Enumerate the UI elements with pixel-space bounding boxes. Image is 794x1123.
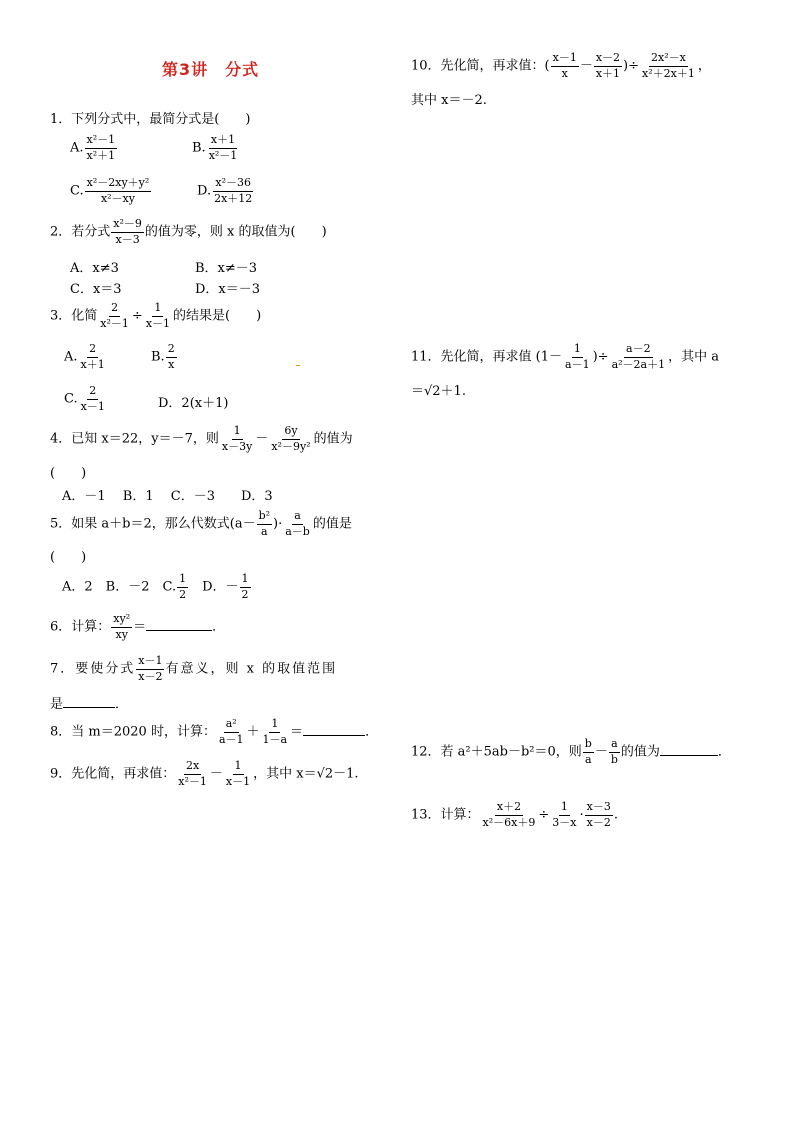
numerator: x－1 [136, 655, 164, 670]
stem-text: 4．已知 x＝22，y＝－7，则 [50, 431, 219, 447]
fraction [79, 385, 107, 413]
fraction [240, 573, 251, 601]
stem-text: ． [717, 744, 731, 760]
stem-text: 的值为 [620, 744, 660, 760]
option-label: C. [70, 183, 84, 199]
denominator: x²－1 [208, 148, 238, 162]
denominator: x－3y [221, 439, 253, 453]
question-4-answer-paren: ( ) [50, 466, 87, 481]
operator: ÷ [131, 308, 143, 324]
fraction [166, 343, 177, 371]
numerator: 2 [87, 385, 98, 400]
numerator: b [583, 738, 594, 753]
stem-text: ． [365, 724, 379, 740]
question-7-line-2 [50, 695, 128, 711]
denominator: a－b [285, 524, 310, 538]
stem-text: ． [212, 619, 226, 635]
fraction [481, 801, 538, 829]
option-text: D．－ [189, 579, 239, 595]
operator: － [255, 431, 269, 447]
question-3-option-c [64, 385, 108, 413]
operator: ÷ [538, 807, 550, 823]
denominator: x²－xy [100, 191, 135, 205]
denominator: x²－9y² [271, 439, 311, 453]
fraction [224, 760, 252, 788]
denominator: x－2 [138, 669, 163, 683]
denominator: a²－2a＋1 [611, 357, 666, 371]
stem-text: ，其中 a [668, 349, 719, 365]
denominator: 2x＋12 [214, 191, 253, 205]
option-label: C. [64, 391, 78, 407]
answer-blank[interactable] [660, 743, 718, 756]
stem-text: 是 [50, 697, 64, 712]
question-11-line-2: ＝√2＋1. [411, 384, 466, 399]
denominator: a－1 [218, 732, 244, 746]
operator: － [594, 744, 608, 760]
numerator: a [609, 738, 620, 753]
numerator: x－2 [594, 52, 622, 67]
denominator: 2 [179, 587, 187, 601]
fraction [79, 343, 107, 371]
stem-text: 的结果是( ) [173, 308, 262, 324]
numerator: a² [224, 718, 239, 733]
fraction [136, 655, 164, 683]
question-3-stem [50, 302, 261, 330]
operator: · [579, 807, 584, 823]
fraction [176, 760, 209, 788]
denominator: x－2 [586, 815, 611, 829]
fraction [111, 218, 144, 246]
question-10-line-2: 其中 x＝－2. [411, 93, 487, 108]
denominator: x－3 [115, 232, 140, 246]
operator: ＋ [246, 724, 260, 740]
fraction [609, 738, 620, 766]
fraction [269, 425, 312, 453]
page-title: 第3讲 分式 [162, 60, 260, 79]
fraction [283, 510, 312, 538]
numerator: a [292, 510, 303, 525]
fraction [610, 343, 668, 371]
numerator: xy² [111, 613, 132, 628]
fraction [144, 302, 172, 330]
stem-text: 13．计算： [411, 807, 480, 823]
fraction [212, 177, 254, 205]
denominator: x＋1 [595, 66, 621, 80]
fraction [111, 613, 132, 641]
question-4-stem [50, 425, 353, 453]
denominator: x [168, 357, 175, 371]
stem-text: ． [115, 697, 129, 712]
numerator: a－2 [624, 343, 653, 358]
numerator: x²－1 [85, 134, 118, 149]
denominator: x²＋2x＋1 [642, 66, 695, 80]
stem-text: ，其中 x＝√2－1. [253, 766, 359, 782]
numerator: 2 [109, 302, 120, 317]
numerator: 1 [233, 760, 244, 775]
numerator: x＋2 [495, 801, 523, 816]
answer-blank[interactable] [303, 723, 365, 736]
operator: － [209, 766, 223, 782]
numerator: b² [257, 510, 272, 525]
decorative-mark [296, 365, 300, 366]
question-7-stem [50, 655, 337, 683]
denominator: 3－x [552, 815, 577, 829]
question-1-option-c [70, 177, 152, 205]
stem-text: 11．先化简，再求值 (1－ [411, 349, 563, 365]
stem-text: . [613, 807, 618, 823]
stem-text: 10．先化简，再求值：( [411, 58, 550, 74]
numerator: 2x²－x [649, 52, 688, 67]
question-6-stem [50, 613, 225, 641]
stem-text: 3．化简 [50, 308, 98, 324]
denominator: xy [115, 627, 128, 641]
question-5-answer-paren: ( ) [50, 550, 87, 565]
fraction [551, 52, 579, 80]
denominator: x [561, 66, 568, 80]
numerator: 1 [269, 718, 280, 733]
numerator: x²－36 [213, 177, 253, 192]
question-1-option-b [192, 134, 240, 162]
denominator: a [585, 752, 592, 766]
stem-text: 7．要使分式 [50, 661, 136, 677]
denominator: a [261, 524, 268, 538]
numerator: 1 [559, 801, 570, 816]
numerator: 1 [572, 343, 583, 358]
stem-text: ， [697, 58, 711, 74]
stem-text: 9．先化简，再求值： [50, 766, 176, 782]
option-label: A. [64, 349, 78, 365]
denominator: 1－a [262, 732, 288, 746]
fraction [261, 718, 290, 746]
numerator: 1 [240, 573, 251, 588]
question-4-options: A．－1 B．1 C．－3 D．3 [62, 489, 273, 504]
question-2-option-a: A．x≠3 [70, 261, 119, 276]
denominator: x－1 [145, 316, 171, 330]
question-2-option-c: C．x＝3 [70, 282, 122, 297]
fraction [550, 801, 578, 829]
fraction [585, 801, 613, 829]
numerator: x－3 [585, 801, 613, 816]
numerator: x＋1 [209, 134, 237, 149]
fraction [220, 425, 254, 453]
numerator: x－1 [551, 52, 579, 67]
stem-text: )÷ [592, 349, 609, 365]
answer-blank[interactable] [146, 618, 212, 631]
question-12-stem [411, 738, 731, 766]
fraction [583, 738, 594, 766]
question-9-stem [50, 760, 359, 788]
denominator: 2 [241, 587, 249, 601]
question-2-option-b: B．x≠－3 [195, 261, 258, 276]
stem-text: )÷ [623, 58, 640, 74]
stem-text: 5．如果 a＋b＝2，那么代数式(a－ [50, 516, 256, 532]
fraction [217, 718, 246, 746]
numerator: 2x [184, 760, 201, 775]
question-1-option-a [70, 134, 118, 162]
numerator: 1 [177, 573, 188, 588]
question-3-option-b [151, 343, 178, 371]
question-8-stem [50, 718, 378, 746]
stem-text: 的值为 [313, 431, 353, 447]
stem-text: 有意义，则 x 的取值范围 [165, 661, 338, 677]
fraction [640, 52, 697, 80]
numerator: 2 [87, 343, 98, 358]
fraction [85, 177, 152, 205]
fraction [207, 134, 240, 162]
fraction [177, 573, 188, 601]
fraction [257, 510, 272, 538]
option-label: B. [151, 349, 165, 365]
denominator: b [610, 752, 618, 766]
question-5-stem [50, 510, 352, 538]
denominator: x²＋1 [86, 148, 116, 162]
fraction [98, 302, 131, 330]
question-1-option-d [197, 177, 255, 205]
stem-text: 的值是 [312, 516, 352, 532]
question-10-stem [411, 52, 711, 80]
numerator: 1 [232, 425, 243, 440]
question-5-options [62, 573, 252, 601]
stem-text: ＝ [290, 724, 304, 740]
question-3-option-d: D．2(x＋1) [158, 396, 229, 411]
numerator: x²－2xy＋y² [85, 177, 152, 192]
stem-text: ＝ [133, 619, 147, 635]
question-2-option-d: D．x＝－3 [195, 282, 261, 297]
numerator: 1 [152, 302, 163, 317]
stem-text: 2．若分式 [50, 224, 111, 240]
question-1-stem: 1．下列分式中，最简分式是( ) [50, 112, 251, 127]
denominator: x＋1 [80, 357, 105, 371]
stem-text: 12．若 a²＋5ab－b²＝0，则 [411, 744, 582, 760]
numerator: 6y [282, 425, 299, 440]
denominator: a－1 [565, 357, 590, 371]
option-text: A．2 B．－2 C. [62, 579, 177, 595]
stem-text: )· [273, 516, 283, 532]
denominator: x－1 [80, 399, 105, 413]
fraction [594, 52, 622, 80]
answer-blank[interactable] [63, 695, 115, 708]
numerator: x²－9 [111, 218, 144, 233]
question-13-stem [411, 801, 618, 829]
fraction [85, 134, 118, 162]
stem-text: 8．当 m＝2020 时，计算： [50, 724, 216, 740]
operator: － [579, 58, 593, 74]
option-label: D. [197, 183, 212, 199]
fraction [563, 343, 592, 371]
stem-text: 6．计算： [50, 619, 111, 635]
question-11-stem [411, 343, 719, 371]
numerator: 2 [166, 343, 177, 358]
denominator: x²－6x＋9 [482, 815, 536, 829]
denominator: x²－1 [100, 316, 129, 330]
question-3-option-a [64, 343, 108, 371]
option-label: A. [70, 140, 84, 156]
denominator: x²－1 [178, 774, 207, 788]
denominator: x－1 [225, 774, 251, 788]
question-2-stem [50, 218, 327, 246]
option-label: B. [192, 140, 206, 156]
stem-text: 的值为零，则 x 的取值为( ) [144, 224, 327, 240]
